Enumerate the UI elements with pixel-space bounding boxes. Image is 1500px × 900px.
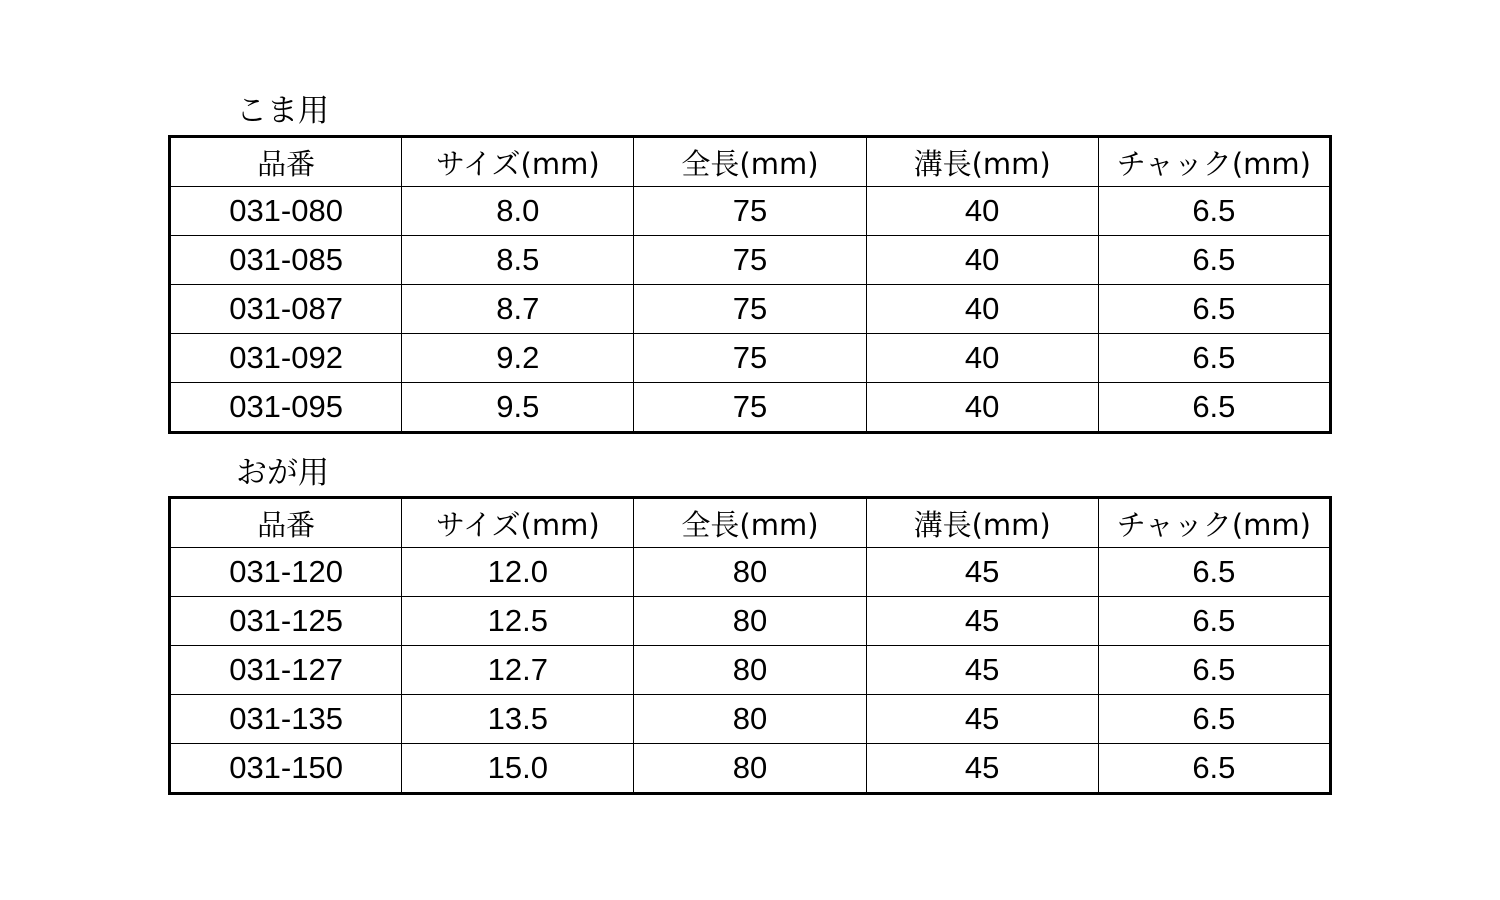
- header-part-number: 品番: [170, 498, 402, 548]
- cell-total-length: 75: [634, 285, 866, 334]
- header-part-number: 品番: [170, 137, 402, 187]
- cell-chuck: 6.5: [1098, 646, 1330, 695]
- cell-chuck: 6.5: [1098, 744, 1330, 794]
- cell-chuck: 6.5: [1098, 236, 1330, 285]
- cell-part-number: 031-120: [170, 548, 402, 597]
- table-header-row: [170, 137, 1331, 187]
- cell-flute-length: 40: [866, 383, 1098, 433]
- cell-flute-length: 40: [866, 187, 1098, 236]
- cell-flute-length: 45: [866, 597, 1098, 646]
- cell-part-number: 031-150: [170, 744, 402, 794]
- cell-total-length: 75: [634, 187, 866, 236]
- section-title-oga: おが用: [236, 455, 329, 491]
- cell-chuck: 6.5: [1098, 548, 1330, 597]
- cell-total-length: 75: [634, 334, 866, 383]
- table-row: [170, 646, 1331, 695]
- cell-part-number: 031-085: [170, 236, 402, 285]
- header-total-length: 全長(mm): [634, 498, 866, 548]
- cell-size: 8.5: [402, 236, 634, 285]
- cell-total-length: 75: [634, 236, 866, 285]
- cell-flute-length: 45: [866, 646, 1098, 695]
- cell-flute-length: 40: [866, 236, 1098, 285]
- cell-size: 12.7: [402, 646, 634, 695]
- cell-total-length: 80: [634, 646, 866, 695]
- header-flute-length: 溝長(mm): [866, 498, 1098, 548]
- table-row: [170, 597, 1331, 646]
- cell-total-length: 80: [634, 695, 866, 744]
- cell-flute-length: 40: [866, 285, 1098, 334]
- cell-size: 8.0: [402, 187, 634, 236]
- section-title-koma: こま用: [236, 93, 329, 129]
- cell-size: 12.0: [402, 548, 634, 597]
- cell-total-length: 80: [634, 744, 866, 794]
- table-body: [170, 548, 1331, 794]
- cell-chuck: 6.5: [1098, 285, 1330, 334]
- cell-size: 9.5: [402, 383, 634, 433]
- cell-size: 13.5: [402, 695, 634, 744]
- table-row: [170, 187, 1331, 236]
- table-body: [170, 187, 1331, 433]
- spec-table-oga: [168, 496, 1332, 795]
- table-row: [170, 236, 1331, 285]
- table-row: [170, 744, 1331, 794]
- table-row: [170, 383, 1331, 433]
- cell-total-length: 80: [634, 548, 866, 597]
- table-row: [170, 548, 1331, 597]
- table-row: [170, 695, 1331, 744]
- cell-chuck: 6.5: [1098, 187, 1330, 236]
- spec-table-koma: [168, 135, 1332, 434]
- cell-total-length: 75: [634, 383, 866, 433]
- cell-flute-length: 45: [866, 548, 1098, 597]
- cell-chuck: 6.5: [1098, 695, 1330, 744]
- cell-chuck: 6.5: [1098, 334, 1330, 383]
- header-chuck: チャック(mm): [1098, 137, 1330, 187]
- cell-flute-length: 45: [866, 695, 1098, 744]
- header-size: サイズ(mm): [402, 498, 634, 548]
- cell-size: 8.7: [402, 285, 634, 334]
- header-size: サイズ(mm): [402, 137, 634, 187]
- header-flute-length: 溝長(mm): [866, 137, 1098, 187]
- header-chuck: チャック(mm): [1098, 498, 1330, 548]
- cell-part-number: 031-087: [170, 285, 402, 334]
- cell-size: 9.2: [402, 334, 634, 383]
- cell-part-number: 031-135: [170, 695, 402, 744]
- cell-flute-length: 40: [866, 334, 1098, 383]
- cell-flute-length: 45: [866, 744, 1098, 794]
- cell-part-number: 031-092: [170, 334, 402, 383]
- cell-part-number: 031-095: [170, 383, 402, 433]
- cell-size: 12.5: [402, 597, 634, 646]
- cell-part-number: 031-125: [170, 597, 402, 646]
- cell-part-number: 031-080: [170, 187, 402, 236]
- table-header-row: [170, 498, 1331, 548]
- cell-part-number: 031-127: [170, 646, 402, 695]
- cell-total-length: 80: [634, 597, 866, 646]
- cell-chuck: 6.5: [1098, 383, 1330, 433]
- table-row: [170, 285, 1331, 334]
- cell-chuck: 6.5: [1098, 597, 1330, 646]
- table-row: [170, 334, 1331, 383]
- cell-size: 15.0: [402, 744, 634, 794]
- header-total-length: 全長(mm): [634, 137, 866, 187]
